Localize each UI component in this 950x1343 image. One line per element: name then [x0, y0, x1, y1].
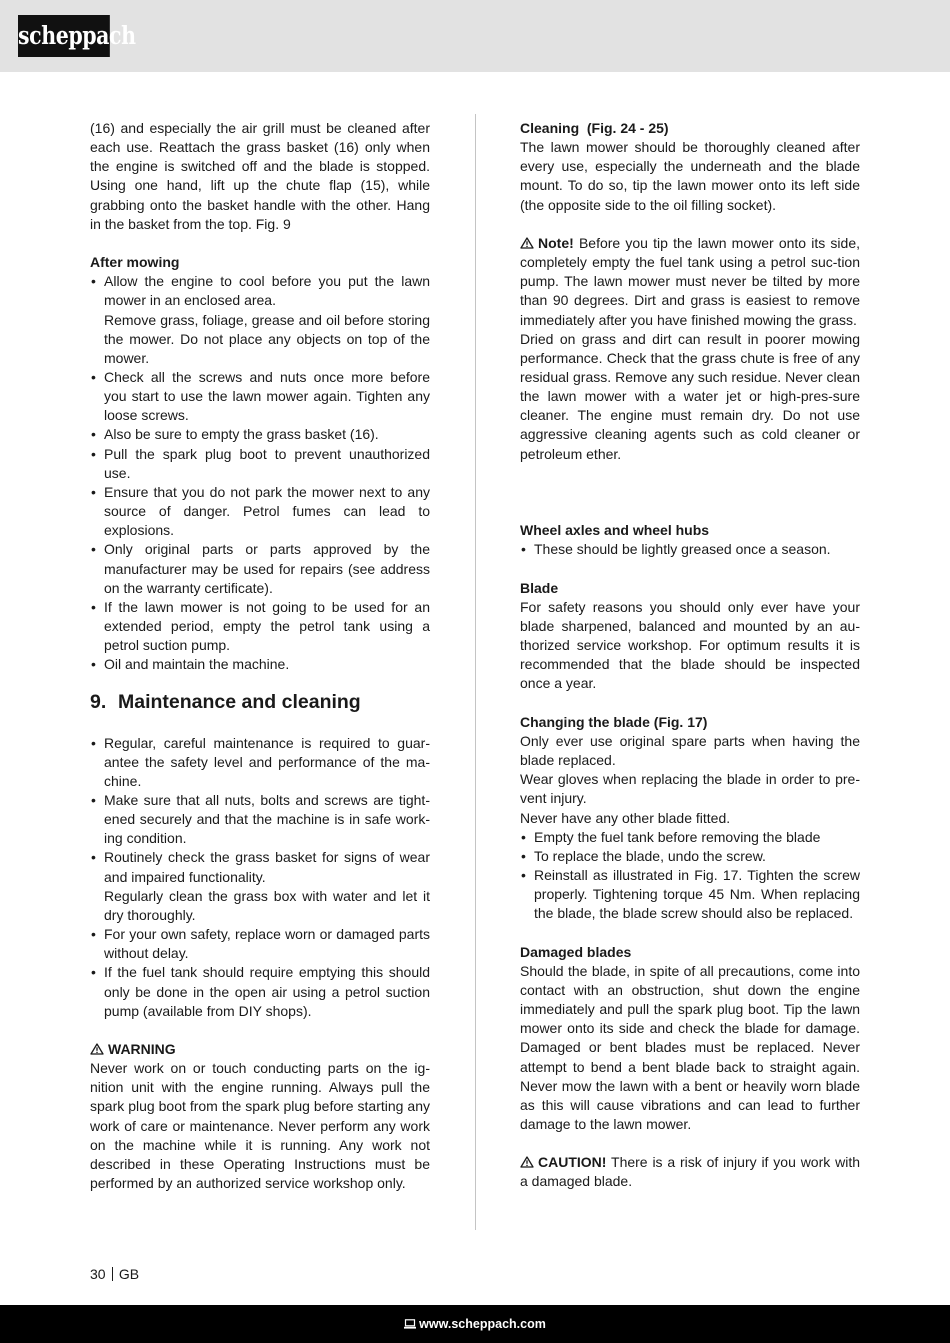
intro-paragraph: (16) and especially the air grill must be cleaned after each use. Reattach the grass basket (16) only when the engine is switched off and the blade is stopped. Using one hand, lift up the chute flap (15), while grabbing onto the basket handle with the other. Hang in the basket from the top. Fig. 9 [90, 120, 430, 232]
website-link[interactable]: www.scheppach.com [419, 1317, 546, 1331]
section-title: 9. Maintenance and cleaning [90, 690, 361, 713]
list-item: • Make sure that all nuts, bolts and screws are tight-ened securely and that the machine is in safe work-ing condition. [90, 791, 430, 848]
list-item: • If the lawn mower is not going to be used for an extended period, empty the petrol tank using a petrol suction pump. [90, 598, 430, 655]
footer-bar [0, 1305, 950, 1343]
computer-icon [404, 1319, 416, 1329]
list-item: • Reinstall as illustrated in Fig. 17. Tighten the screw properly. Tightening torque 45 Nm. When replacing the blade, the blade screw should also be replaced. [520, 866, 860, 923]
caution-paragraph: CAUTION! There is a risk of injury if you work with a damaged blade. [520, 1154, 860, 1190]
list-item: • Regular, careful maintenance is required to guar-antee the safety level and performance of the ma-chine. [90, 734, 430, 791]
changing-blade-heading: Changing the blade (Fig. 17) [520, 713, 708, 730]
dried-paragraph: Dried on grass and dirt can result in poorer mowing performance. Check that the grass chute is free of any residual grass. Remove any such residue. Never clean the lawn mower with a water jet or high-pres-sure cleaner. The engine must remain dry. Do not use aggressive cleaning agents such as cold cleaner or petroleum ether. [520, 330, 860, 462]
list-item: • Also be sure to empty the grass basket (16). [90, 425, 430, 444]
list-item: • Only original parts or parts approved by the manufacturer may be used for repairs (see address on the warranty certificate). [90, 540, 430, 597]
column-divider [475, 114, 476, 1230]
after-mowing-list [90, 272, 430, 674]
list-item: • Pull the spark plug boot to prevent unauthorized use. [90, 445, 430, 483]
footer-separator [112, 1267, 113, 1281]
list-item: • Allow the engine to cool before you put the lawn mower in an enclosed area. Remove grass, foliage, grease and oil before storing the mower. Do not place any objects on top of the mower. [90, 272, 430, 368]
list-item: • To replace the blade, undo the screw. [520, 847, 860, 866]
left-column [90, 119, 430, 1193]
after-mowing-heading: After mowing [90, 254, 180, 271]
changing-line-2: Wear gloves when replacing the blade in order to pre-vent injury. [520, 771, 860, 807]
list-item: • Empty the fuel tank before removing the blade [520, 828, 860, 847]
warning-icon [520, 1156, 534, 1168]
changing-list [520, 828, 860, 924]
page-footer [90, 1265, 139, 1283]
list-item: • Ensure that you do not park the mower next to any source of danger. Petrol fumes can lead to explosions. [90, 483, 430, 540]
warning-icon [520, 237, 534, 249]
list-item: • If the fuel tank should require emptying this should only be done in the open air using a petrol suction pump (available from DIY shops). [90, 963, 430, 1020]
list-item: • Routinely check the grass basket for signs of wear and impaired functionality. Regularly clean the grass box with water and let it dry thoroughly. [90, 848, 430, 925]
cleaning-heading: Cleaning (Fig. 24 - 25) [520, 120, 669, 136]
blade-heading: Blade [520, 579, 559, 596]
page-number: 30 [90, 1266, 106, 1282]
damaged-blades-heading: Damaged blades [520, 943, 632, 960]
damaged-blades-text: Should the blade, in spite of all precautions, come into contact with an obstruction, shut down the engine immediately and pull the spark plug boot. Tip the lawn mower onto its side and check the blade for damage. Damaged or bent blades must be replaced. Never attempt to bend a bent blade back to straight again. Never mow the lawn with a bent or heavily worn blade as this will cause vibrations and can lead to further damage to the lawn mower. [520, 962, 860, 1133]
list-item: • For your own safety, replace worn or damaged parts without delay. [90, 925, 430, 963]
scheppach-logo: scheppach [18, 15, 110, 57]
warning-icon [90, 1043, 104, 1055]
cleaning-text: The lawn mower should be thoroughly cleaned after every use, especially the underneath and the blade mount. To do so, tip the lawn mower onto its left side (the opposite side to the oil filling socket). [520, 139, 860, 213]
warning-text: Never work on or touch conducting parts on the ig-nition unit with the engine running. Always pull the spark plug boot from the spark plug before starting any work of care or maintenance. Never perform any work on the machine while it is running. Any work not described in these Operating Instructions must be performed by an authorized service workshop only. [90, 1060, 430, 1192]
list-item: • These should be lightly greased once a season. [520, 540, 860, 559]
right-column [520, 119, 860, 1192]
blade-text: For safety reasons you should only ever have your blade sharpened, balanced and mounted by an au-thorized service workshop. For optimum results it is recommended that the blade should be inspected once a year. [520, 598, 860, 692]
changing-line-1: Only ever use original spare parts when having the blade replaced. [520, 732, 860, 769]
changing-line-3: Never have any other blade fitted. [520, 809, 731, 826]
language-code: GB [118, 1266, 140, 1282]
note-paragraph: Note! Before you tip the lawn mower onto its side, completely empty the fuel tank using a petrol suc-tion pump. The lawn mower must never be tilted by more than 90 degrees. Dirt and grass is easiest to remove immediately after you have finished mowing the grass. [520, 234, 860, 328]
wheel-heading: Wheel axles and wheel hubs [520, 522, 710, 539]
maintenance-list [90, 734, 430, 1021]
wheel-list [520, 540, 860, 559]
warning-heading: WARNING [90, 1040, 430, 1059]
list-item: • Check all the screws and nuts once more before you start to use the lawn mower again. Tighten any loose screws. [90, 368, 430, 425]
list-item: • Oil and maintain the machine. [90, 655, 430, 674]
header-bar [0, 0, 950, 72]
